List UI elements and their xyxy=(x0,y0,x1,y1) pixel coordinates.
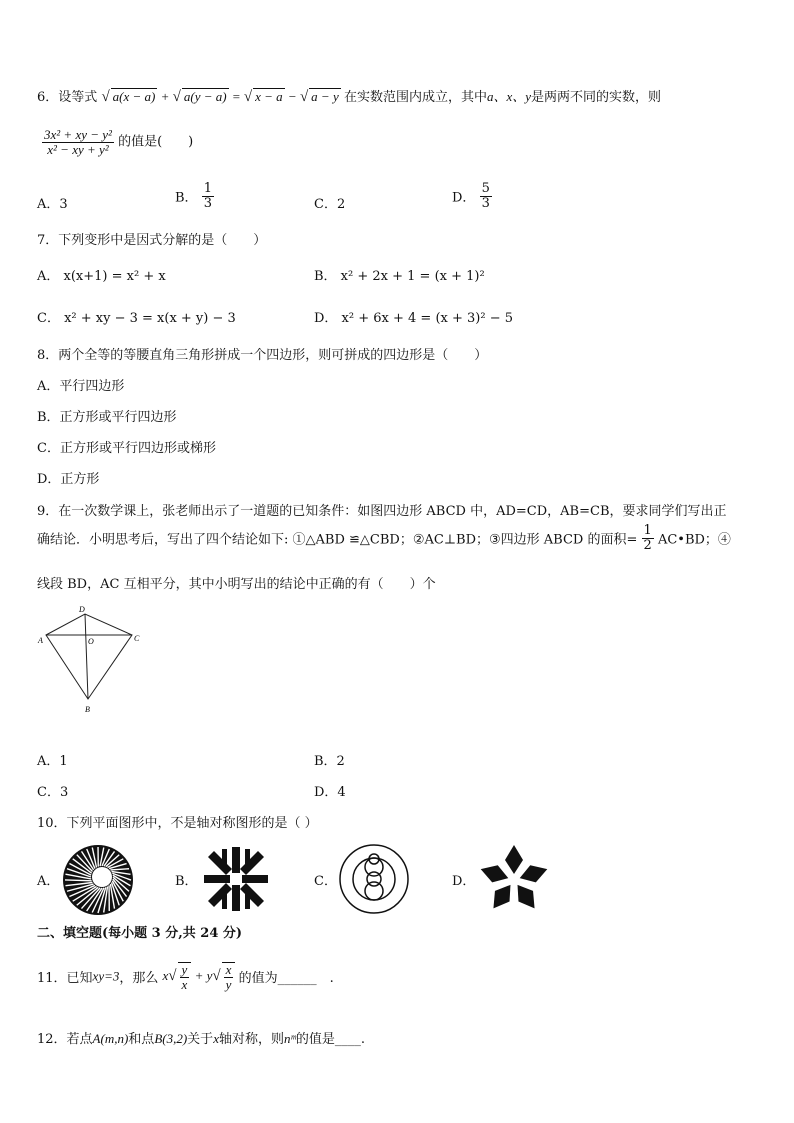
q12-mid2: 轴对称，则 xyxy=(218,1032,284,1047)
q9-option-a: A．1 xyxy=(37,754,68,769)
q12-tail: 的值是____. xyxy=(295,1032,366,1047)
q9-line2-post: AC•BD；④ xyxy=(657,532,731,548)
q9-label-d: D xyxy=(79,605,85,614)
q9-label-c: C xyxy=(134,634,140,643)
q10-option-c-label: C． xyxy=(314,874,337,889)
q6-option-d xyxy=(452,182,492,210)
q9-quadrilateral-figure xyxy=(35,600,145,720)
q7-stem: 7．下列变形中是因式分解的是（ ） xyxy=(37,233,267,248)
q10-spiral-sunburst-figure xyxy=(62,844,134,916)
q6-fraction-denominator: x² − xy + y² xyxy=(47,141,109,157)
q11-tail: 的值为______ . xyxy=(238,971,334,987)
q6-option-d-fraction xyxy=(480,182,492,210)
q10-option-b-label: B． xyxy=(175,874,198,889)
q11-mid: ，那么 xyxy=(119,971,159,987)
q6-option-b-num: 1 xyxy=(203,181,212,196)
q6-after-fraction: 的值是( ) xyxy=(118,134,194,150)
q6-tail: 是两两不同的实数，则 xyxy=(531,90,662,105)
q11-expression: x√ $\frac{y}{x}$ + y√ $\frac{x}{y}$ xyxy=(163,968,239,983)
q9-label-a: A xyxy=(38,636,43,645)
q12-power: nᵐ xyxy=(283,1031,296,1046)
q6-option-b-den: 3 xyxy=(203,195,212,211)
q6-option-a-label: A． xyxy=(37,197,60,212)
q6-option-c xyxy=(314,193,345,212)
q12-point-b: B(3,2) xyxy=(154,1031,188,1046)
q6-line2 xyxy=(42,128,193,156)
q12-mid: 关于 xyxy=(187,1032,214,1047)
q8-stem: 8．两个全等的等腰直角三角形拼成一个四边形，则可拼成的四边形是（ ） xyxy=(37,348,488,363)
q12-prefix: 12．若点 xyxy=(37,1032,93,1047)
q11-line xyxy=(37,962,334,991)
q7-option-b: B． x² + 2x + 1 = (x + 1)² xyxy=(314,269,485,284)
q10-asterisk-star-figure xyxy=(202,845,270,913)
q6-option-d-den: 3 xyxy=(481,195,490,211)
q11-condition: xy=3 xyxy=(92,968,120,984)
q8-option-a: A．平行四边形 xyxy=(37,379,125,394)
q6-option-c-value: 2 xyxy=(336,197,346,212)
q6-suffix: 在实数范围内成立，其中 xyxy=(343,90,487,105)
q6-equation: √ a(x − a) + √ a(y − a) = √ x − a − √ a − y xyxy=(101,89,339,105)
q7-option-d: D． x² + 6x + 4 = (x + 3)² − 5 xyxy=(314,311,513,326)
q6-option-a-value: 3 xyxy=(59,197,68,212)
q9-option-b: B．2 xyxy=(314,754,345,769)
q8-option-c: C．正方形或平行四边形或梯形 xyxy=(37,441,216,456)
q9-line2 xyxy=(37,524,731,552)
q6-prefix: 设等式 xyxy=(58,90,98,105)
q6-option-a xyxy=(37,193,68,212)
q10-nested-circles-figure xyxy=(338,843,410,915)
q9-option-d: D．4 xyxy=(314,785,346,800)
q6-vars: a、x、y xyxy=(486,89,532,104)
q6-fraction xyxy=(42,128,114,156)
q9-half-den: 2 xyxy=(643,537,652,553)
q8-option-b: B．正方形或平行四边形 xyxy=(37,410,177,425)
q6-option-b-fraction xyxy=(202,182,214,210)
q10-option-a-label: A． xyxy=(37,874,60,889)
q9-line3: 线段 BD，AC 互相平分，其中小明写出的结论中正确的有（ ）个 xyxy=(37,577,436,592)
q9-half-fraction xyxy=(642,524,654,552)
q12-line xyxy=(37,1028,365,1047)
q7-option-c: C． x² + xy − 3 = x(x + y) − 3 xyxy=(37,311,236,326)
q7-option-a: A． x(x+1) = x² + x xyxy=(37,269,166,284)
q6-option-d-num: 5 xyxy=(481,181,490,196)
q11-prefix: 11．已知 xyxy=(37,971,93,987)
q6-option-b-label: B． xyxy=(175,190,198,206)
q9-label-b: B xyxy=(85,705,90,714)
q9-label-o: O xyxy=(88,637,94,646)
q6-option-b xyxy=(175,182,214,210)
q6-option-d-label: D． xyxy=(452,190,476,206)
q10-five-petal-star-figure xyxy=(476,840,552,916)
q9-option-c: C．3 xyxy=(37,785,69,800)
q10-option-d-label: D． xyxy=(452,874,476,889)
sunburst-ray xyxy=(65,880,92,881)
q8-option-d: D．正方形 xyxy=(37,472,100,487)
q6-line1 xyxy=(37,86,661,106)
q12-point-a: A(m,n) xyxy=(92,1031,129,1046)
q6-fraction-numerator: 3x² + xy − y² xyxy=(44,127,112,142)
q10-stem: 10．下列平面图形中，不是轴对称图形的是（ ） xyxy=(37,816,318,831)
section-two-title: 二、填空题(每小题 3 分,共 24 分) xyxy=(37,926,243,941)
q12-axis: x xyxy=(213,1031,219,1046)
q9-line1: 9．在一次数学课上，张老师出示了一道题的已知条件：如图四边形 ABCD 中，AD=CD，AB=CB，要求同学们写出正 xyxy=(37,504,727,519)
q12-and: 和点 xyxy=(128,1032,155,1047)
q9-line2-text: 确结论．小明思考后，写出了四个结论如下: ①△ABD ≌△CBD；②AC⊥BD；③四边形 ABCD 的面积= xyxy=(37,532,638,548)
q6-number: 6． xyxy=(37,90,59,105)
q6-option-c-label: C． xyxy=(314,197,337,212)
q9-half-num: 1 xyxy=(643,523,652,538)
